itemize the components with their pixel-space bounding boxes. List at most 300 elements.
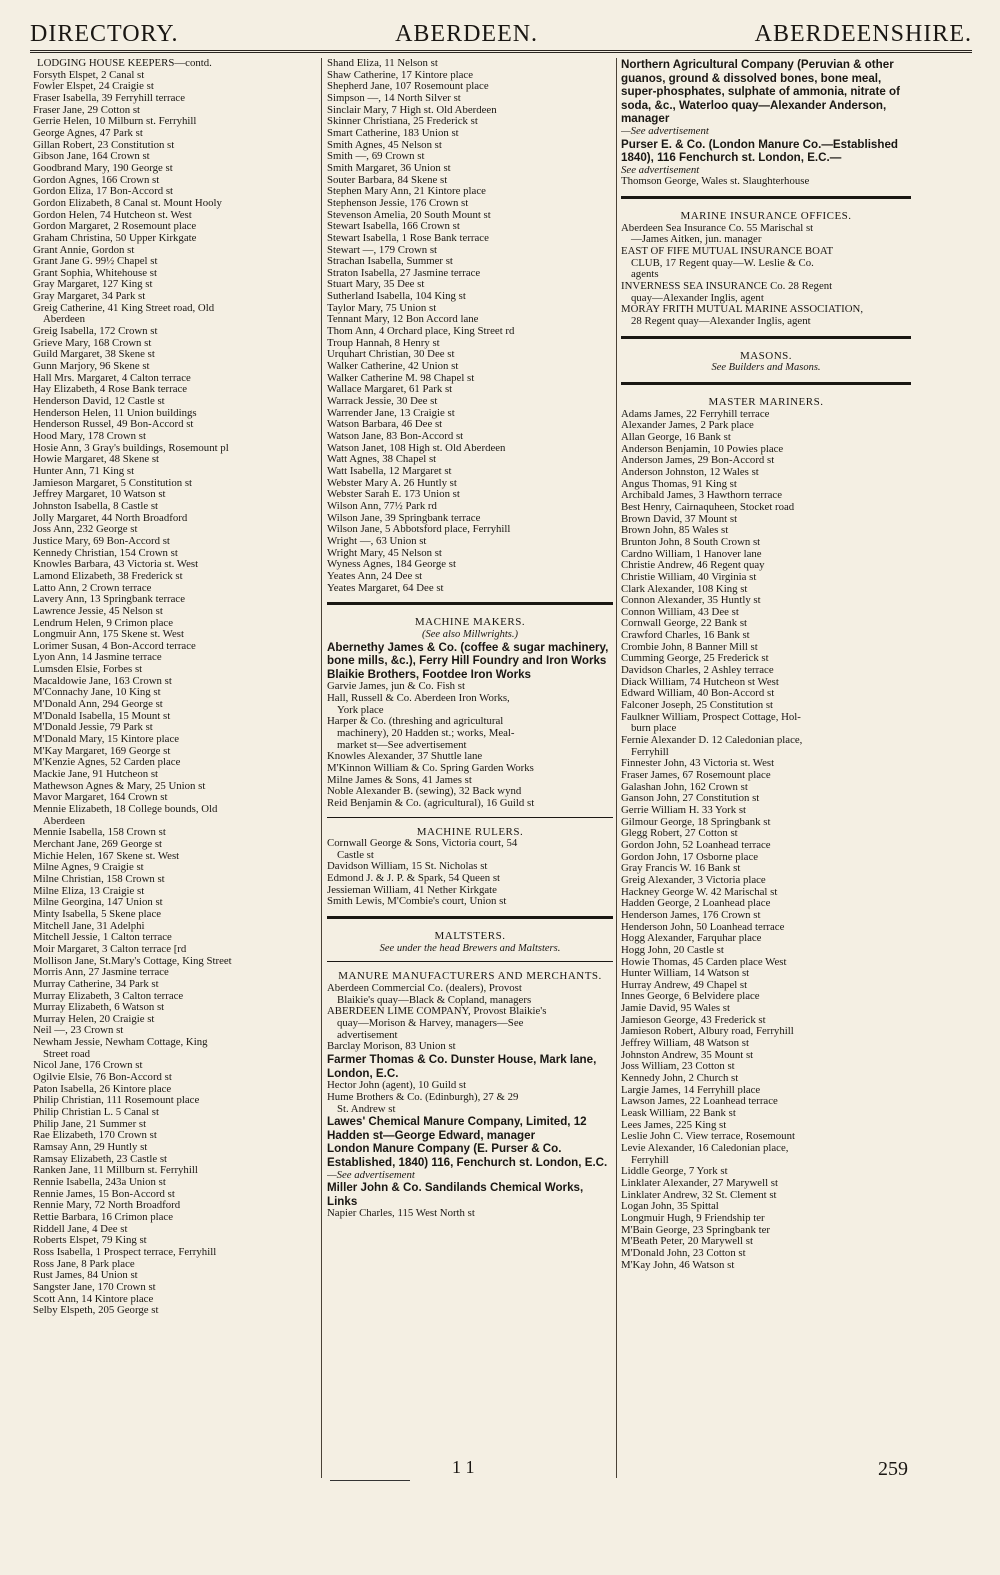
list-item: Wallace Margaret, 61 Park st (327, 384, 453, 396)
list-item: M'Kinnon William & Co. Spring Garden Works (327, 762, 534, 774)
list-item: CLUB, 17 Regent quay—W. Leslie & Co. (631, 257, 814, 269)
list-item: Johnston Isabella, 8 Castle st (33, 500, 159, 512)
list-item: Noble Alexander B. (sewing), 32 Back wynd (327, 786, 522, 798)
list-item: Brown David, 37 Mount st (621, 513, 738, 525)
list-item: Aberdeen Commercial Co. (dealers), Provost (327, 983, 522, 995)
list-item: Faulkner William, Prospect Cottage, Hol- (621, 711, 801, 723)
list-item: Shepherd Jane, 107 Rosemount place (327, 81, 489, 93)
list-item: Christie William, 40 Virginia st (621, 571, 757, 583)
list-item: Hogg Alexander, Farquhar place (621, 933, 762, 945)
entry-list (621, 223, 911, 328)
list-item: Milne Eliza, 13 Craigie st (33, 885, 145, 897)
list-item: Watt Agnes, 38 Chapel st (327, 454, 437, 466)
list-item: Fernie Alexander D. 12 Caledonian place, (621, 735, 803, 747)
list-item: Jamieson George, 43 Frederick st (621, 1014, 766, 1026)
list-item: Joss Ann, 232 George st (33, 524, 138, 536)
list-item: Henderson David, 12 Castle st (33, 396, 165, 408)
entry-list (327, 838, 613, 908)
list-item: Grieve Mary, 168 Crown st (33, 337, 152, 349)
list-item: Gordon Eliza, 17 Bon-Accord st (33, 186, 174, 198)
section-title: MACHINE RULERS. (416, 825, 524, 838)
list-item: Rae Elizabeth, 170 Crown st (33, 1130, 157, 1142)
list-item: Christie Andrew, 46 Regent quay (621, 560, 765, 572)
list-item: market st—See advertisement (337, 739, 467, 751)
list-item: Henderson Helen, 11 Union buildings (33, 407, 197, 419)
page-number: 259 (878, 1458, 908, 1480)
list-item: Paton Isabella, 26 Kintore place (33, 1083, 172, 1095)
list-item: Smart Catherine, 183 Union st (327, 127, 459, 139)
list-item: Gray Margaret, 34 Park st (33, 291, 146, 303)
list-item: Mitchell Jessie, 1 Calton terrace (33, 932, 172, 944)
list-item: Yeates Ann, 24 Dee st (327, 570, 423, 582)
list-item: Hall Mrs. Margaret, 4 Calton terrace (33, 372, 191, 384)
list-item: Longmuir Hugh, 9 Friendship ter (621, 1212, 765, 1224)
header-center: ABERDEEN. (395, 21, 539, 47)
list-item: Milne James & Sons, 41 James st (327, 774, 472, 786)
list-item: Hood Mary, 178 Crown st (33, 431, 146, 442)
list-item: Archibald James, 3 Hawthorn terrace (621, 490, 782, 502)
list-item: Logan John, 35 Spittal (621, 1201, 719, 1213)
list-item: Fraser James, 67 Rosemount place (621, 770, 771, 781)
list-item: Mollison Jane, St.Mary's Cottage, King Street (33, 955, 232, 967)
list-item: Michie Helen, 167 Skene st. West (33, 850, 180, 862)
list-item: MORAY FRITH MUTUAL MARINE ASSOCIATION, (621, 304, 864, 316)
list-item: York place (337, 704, 384, 716)
entry-list (621, 176, 911, 188)
list-item: Ross Isabella, 1 Prospect terrace, Ferryhill (33, 1246, 217, 1258)
list-item: Knowles Barbara, 43 Victoria st. West (33, 559, 199, 571)
list-item: Lawrence Jessie, 45 Nelson st (33, 605, 163, 617)
list-item: INVERNESS SEA INSURANCE Co. 28 Regent (621, 281, 833, 293)
list-item: Smith Margaret, 36 Union st (327, 162, 451, 174)
list-item: Gillan Robert, 23 Constitution st (33, 139, 175, 151)
list-item: Hume Brothers & Co. (Edinburgh), 27 & 29 (327, 1091, 519, 1103)
list-item: Justice Mary, 69 Bon-Accord st (33, 535, 170, 547)
list-item: M'Kenzie Agnes, 52 Carden place (33, 757, 181, 769)
list-item: Anderson Johnston, 12 Wales st (621, 466, 759, 478)
list-item: Linklater Alexander, 27 Marywell st (621, 1177, 778, 1189)
list-item: Gordon Agnes, 166 Crown st (33, 174, 160, 186)
list-item: Lavery Ann, 13 Springbank terrace (33, 594, 186, 606)
list-item: Howie Margaret, 48 Skene st (33, 454, 160, 466)
list-item: M'Donald Isabella, 15 Mount st (33, 710, 171, 722)
list-item: Knowles Alexander, 37 Shuttle lane (327, 751, 483, 763)
list-item: —James Aitken, jun. manager (631, 234, 762, 246)
list-item: Brown John, 85 Wales st (621, 525, 729, 537)
column-1 (33, 58, 318, 1488)
list-item: Grant Annie, Gordon st (33, 244, 135, 256)
list-item: Blaikie's quay—Black & Copland, managers (337, 994, 532, 1006)
list-item: Cornwall George & Sons, Victoria court, 54 (327, 838, 518, 850)
list-item: Kennedy Christian, 154 Crown st (33, 547, 178, 559)
list-item: Cumming George, 25 Frederick st (621, 653, 769, 665)
list-item: M'Bain George, 23 Springbank ter (621, 1224, 770, 1236)
list-item: Wright Mary, 45 Nelson st (327, 547, 442, 559)
list-item: Greig Catherine, 41 King Street road, Old (33, 302, 215, 314)
section-rule (327, 817, 613, 820)
list-item: Yeates Margaret, 64 Dee st (327, 582, 444, 594)
list-item: Brunton John, 8 South Crown st (621, 536, 761, 548)
bold-entry: Blaikie Brothers, Footdee Iron Works (327, 667, 532, 681)
list-item: Guild Margaret, 38 Skene st (33, 349, 155, 361)
list-item: Connon William, 43 Dee st (621, 606, 739, 618)
list-item: Gordon John, 17 Osborne place (621, 851, 759, 863)
list-item: Angus Thomas, 91 King st (621, 478, 737, 490)
list-item: Hall, Russell & Co. Aberdeen Iron Works, (327, 692, 510, 704)
list-item: Watt Isabella, 12 Margaret st (327, 465, 452, 477)
list-item: advertisement (337, 1029, 398, 1041)
list-item: Henderson John, 50 Loanhead terrace (621, 921, 785, 933)
list-item: Urquhart Christian, 30 Dee st (327, 349, 455, 361)
list-item: Warrack Jessie, 30 Dee st (327, 396, 438, 408)
folio-mark: 1 1 (452, 1457, 475, 1477)
list-item: Largie James, 14 Ferryhill place (621, 1084, 761, 1096)
entry-list (327, 1208, 613, 1220)
list-item: Edward William, 40 Bon-Accord st (621, 688, 775, 700)
list-item: Morris Ann, 27 Jasmine terrace (33, 967, 169, 979)
list-item: Gordon Margaret, 2 Rosemount place (33, 221, 197, 233)
list-item: Wilson Ann, 77½ Park rd (327, 500, 437, 512)
list-item: Rettie Barbara, 16 Crimon place (33, 1211, 174, 1223)
list-item: Murray Helen, 20 Craigie st (33, 1013, 155, 1025)
list-item: Hosie Ann, 3 Gray's buildings, Rosemount pl (33, 442, 229, 454)
list-item: Riddell Jane, 4 Dee st (33, 1223, 128, 1235)
bold-entry: Lawes' Chemical Manure Company, Limited, 12 Hadden st—George Edward, manager (327, 1115, 587, 1142)
list-item: Murray Elizabeth, 3 Calton terrace (33, 990, 184, 1002)
section-rule (327, 916, 613, 923)
list-item: Mitchell Jane, 31 Adelphi (33, 920, 145, 932)
list-item: Johnston Andrew, 35 Mount st (621, 1049, 754, 1061)
list-item: Moir Margaret, 3 Calton terrace [rd (33, 943, 187, 955)
entry-list (327, 983, 613, 1053)
list-item: Davidson Charles, 2 Ashley terrace (621, 665, 774, 677)
bold-entry: London Manure Company (E. Purser & Co. Established, 1840) 116, Fenchurch st. London, E.C. (327, 1142, 608, 1169)
list-item: Warrender Jane, 13 Craigie st (327, 407, 455, 419)
bold-entry: Farmer Thomas & Co. Dunster House, Mark lane, London, E.C. (327, 1053, 597, 1080)
list-item: Howie Thomas, 45 Carden place West (621, 956, 787, 968)
list-item: Kennedy John, 2 Church st (621, 1073, 739, 1085)
list-item: Philip Christian L. 5 Canal st (33, 1107, 159, 1119)
list-item: Grant Jane G. 99½ Chapel st (33, 256, 158, 268)
list-item: Rennie Isabella, 243a Union st (33, 1177, 166, 1188)
list-item: quay—Morison & Harvey, managers—See (337, 1018, 524, 1030)
list-item: machinery), 20 Hadden st.; works, Meal- (337, 727, 515, 739)
list-item: Troup Hannah, 8 Henry st (327, 337, 440, 349)
list-item: agents (631, 269, 659, 281)
list-item: St. Andrew st (337, 1103, 396, 1115)
list-item: M'Kay John, 46 Watson st (621, 1259, 735, 1271)
list-item: Hay Elizabeth, 4 Rose Bank terrace (33, 384, 188, 396)
list-item: Macaldowie Jane, 163 Crown st (33, 675, 172, 687)
list-item: Aberdeen Sea Insurance Co. 55 Marischal st (621, 222, 814, 234)
section-rule (621, 382, 911, 389)
list-item: Sutherland Isabella, 104 King st (327, 291, 466, 303)
list-item: Philip Christian, 111 Rosemount place (33, 1095, 200, 1107)
column-divider (616, 58, 617, 1478)
list-item: Smith Lewis, M'Combie's court, Union st (327, 896, 507, 908)
list-item: Gerrie Helen, 10 Milburn st. Ferryhill (33, 116, 197, 128)
list-item: Anderson James, 29 Bon-Accord st (621, 455, 775, 467)
list-item: Murray Elizabeth, 6 Watson st (33, 1002, 165, 1014)
entry-list (621, 409, 911, 1272)
list-item: Selby Elspeth, 205 George st (33, 1305, 159, 1317)
see-advertisement: —See advertisement (327, 1169, 415, 1181)
list-item: Thom Ann, 4 Orchard place, King Street rd (327, 326, 515, 338)
list-item: Adams James, 22 Ferryhill terrace (621, 408, 770, 420)
list-item: M'Donald Mary, 15 Kintore place (33, 734, 180, 746)
list-item: Reid Benjamin & Co. (agricultural), 16 Guild st (327, 797, 535, 809)
list-item: Jamieson Margaret, 5 Constitution st (33, 477, 193, 489)
entry-list (327, 681, 613, 809)
section-title: MALTSTERS. (434, 930, 506, 943)
list-item: Sinclair Mary, 7 High st. Old Aberdeen (327, 104, 497, 116)
section-rule (327, 961, 613, 964)
list-item: Lendrum Helen, 9 Crimon place (33, 617, 174, 629)
list-item: Jeffrey Margaret, 10 Watson st (33, 489, 166, 501)
list-item: Smith Agnes, 45 Nelson st (327, 139, 442, 151)
list-item: Jamieson Robert, Albury road, Ferryhill (621, 1026, 794, 1038)
list-item: Gibson Jane, 164 Crown st (33, 151, 150, 163)
list-item: Tennant Mary, 12 Bon Accord lane (327, 314, 479, 326)
list-item: Stewart —, 179 Crown st (327, 244, 438, 256)
list-item: M'Donald John, 23 Cotton st (621, 1247, 746, 1259)
see-advertisement: —See advertisement (621, 125, 709, 137)
list-item: Stewart Isabella, 166 Crown st (327, 221, 460, 233)
bold-entry: Northern Agricultural Company (Peruvian & other guanos, ground & dissolved bones, bone meal, super-phosphates, sulphate of ammonia, nitrate of soda, &c., Waterloo quay—Alexander Anderson, manager (621, 58, 900, 126)
list-item: Merchant Jane, 269 George st (33, 838, 163, 850)
list-item: Watson Barbara, 46 Dee st (327, 419, 443, 431)
list-item: Anderson Benjamin, 10 Powies place (621, 443, 784, 455)
list-item: Ogilvie Elsie, 76 Bon-Accord st (33, 1072, 172, 1084)
list-item: Hector John (agent), 10 Guild st (327, 1080, 467, 1092)
list-item: Ranken Jane, 11 Millburn st. Ferryhill (33, 1165, 198, 1177)
list-item: Nicol Jane, 176 Crown st (33, 1060, 143, 1072)
list-item: Mathewson Agnes & Mary, 25 Union st (33, 780, 206, 792)
list-item: Webster Sarah E. 173 Union st (327, 489, 460, 501)
list-item: Lawson James, 22 Loanhead terrace (621, 1096, 778, 1108)
list-item: Scott Ann, 14 Kintore place (33, 1293, 154, 1305)
list-item: Mavor Margaret, 164 Crown st (33, 792, 168, 804)
list-item: Leask William, 22 Bank st (621, 1108, 736, 1120)
list-item: Aberdeen (43, 815, 85, 827)
list-item: Ramsay Elizabeth, 23 Castle st (33, 1153, 168, 1165)
list-item: Innes George, 6 Belvidere place (621, 991, 760, 1003)
list-item: Stevenson Amelia, 20 South Mount st (327, 209, 491, 221)
list-item: Napier Charles, 115 West North st (327, 1208, 475, 1220)
list-item: Ramsay Ann, 29 Huntly st (33, 1142, 148, 1154)
list-item: Rust James, 84 Union st (33, 1270, 138, 1282)
list-item: Davidson William, 15 St. Nicholas st (327, 861, 488, 873)
list-item: Minty Isabella, 5 Skene place (33, 908, 162, 920)
list-item: Mackie Jane, 91 Hutcheon st (33, 769, 159, 781)
list-item: Latto Ann, 2 Crown terrace (33, 582, 152, 594)
list-item: Greig Isabella, 172 Crown st (33, 326, 158, 338)
list-item: Grant Sophia, Whitehouse st (33, 267, 157, 279)
list-item: Harper & Co. (threshing and agricultural (327, 716, 504, 728)
list-item: Wyness Agnes, 184 George st (327, 559, 456, 571)
list-item: Lamond Elizabeth, 38 Frederick st (33, 570, 183, 582)
list-item: Cardno William, 1 Hanover lane (621, 548, 762, 560)
list-item: Stuart Mary, 35 Dee st (327, 279, 425, 291)
list-item: Falconer Joseph, 25 Constitution st (621, 700, 774, 712)
section-title: LODGING HOUSE KEEPERS—contd. (37, 58, 212, 69)
list-item: Shand Eliza, 11 Nelson st (327, 58, 438, 69)
list-item: Gilmour George, 18 Springbank st (621, 816, 771, 828)
list-item: Hogg John, 20 Castle st (621, 944, 724, 956)
list-item: Thomson George, Wales st. Slaughterhouse (621, 176, 810, 188)
list-item: Graham Christina, 50 Upper Kirkgate (33, 232, 197, 244)
list-item: Gray Francis W. 16 Bank st (621, 863, 741, 875)
list-item: Lyon Ann, 14 Jasmine terrace (33, 652, 162, 664)
see-advertisement: See advertisement (621, 164, 700, 176)
list-item: Liddle George, 7 York st (621, 1166, 728, 1178)
list-item: M'Connachy Jane, 10 King st (33, 687, 161, 699)
list-item: Hackney George W. 42 Marischal st (621, 886, 778, 898)
list-item: Walker Catherine, 42 Union st (327, 361, 459, 373)
bold-entry: Miller John & Co. Sandilands Chemical Works, Links (327, 1181, 584, 1208)
list-item: Jamie David, 95 Wales st (621, 1003, 730, 1015)
list-item: Fraser Isabella, 39 Ferryhill terrace (33, 92, 185, 104)
list-item: Edmond J. & J. P. & Spark, 54 Queen st (327, 873, 501, 885)
list-item: Allan George, 16 Bank st (621, 431, 731, 443)
column-3 (621, 58, 911, 1488)
list-item: Joss William, 23 Cotton st (621, 1061, 735, 1073)
section-title: MASONS. (739, 349, 793, 362)
list-item: Lorimer Susan, 4 Bon-Accord terrace (33, 640, 196, 652)
list-item: Gerrie William H. 33 York st (621, 804, 747, 816)
list-item: Stephen Mary Ann, 21 Kintore place (327, 186, 486, 198)
list-item: Hurray Andrew, 49 Chapel st (621, 979, 748, 991)
list-item: Levie Alexander, 16 Caledonian place, (621, 1143, 789, 1154)
column-2 (327, 58, 613, 1488)
list-item: Hunter Ann, 71 King st (33, 465, 135, 477)
list-item: Gordon Elizabeth, 8 Canal st. Mount Hooly (33, 197, 222, 209)
list-item: Hadden George, 2 Loanhead place (621, 898, 771, 910)
list-item: Finnester John, 43 Victoria st. West (621, 758, 775, 770)
list-item: Jessieman William, 41 Nether Kirkgate (327, 884, 497, 896)
list-item: Henderson Russel, 49 Bon-Accord st (33, 419, 194, 431)
list-item: Linklater Andrew, 32 St. Clement st (621, 1189, 777, 1201)
header-rule (30, 50, 972, 53)
section-title: MARINE INSURANCE OFFICES. (680, 210, 852, 223)
list-item: Wilson Jane, 39 Springbank terrace (327, 512, 481, 524)
list-item: Fowler Elspet, 24 Craigie st (33, 81, 154, 93)
list-item: Gunn Marjory, 96 Skene st (33, 361, 150, 373)
list-item: Forsyth Elspet, 2 Canal st (33, 69, 145, 81)
running-header (30, 14, 972, 48)
see-also: See under the head Brewers and Maltsters. (379, 942, 561, 954)
list-item: Sangster Jane, 170 Crown st (33, 1281, 156, 1293)
list-item: Taylor Mary, 75 Union st (327, 302, 437, 314)
list-item: M'Donald Jessie, 79 Park st (33, 722, 153, 734)
list-item: Straton Isabella, 27 Jasmine terrace (327, 267, 481, 279)
list-item: Henderson James, 176 Crown st (621, 909, 761, 921)
list-item: George Agnes, 47 Park st (33, 127, 143, 139)
list-item: Rennie James, 15 Bon-Accord st (33, 1188, 175, 1200)
list-item: Barclay Morison, 83 Union st (327, 1041, 456, 1053)
list-item: Clark Alexander, 108 King st (621, 583, 748, 595)
list-item: Cornwall George, 22 Bank st (621, 618, 748, 630)
list-item: Garvie James, jun & Co. Fish st (327, 681, 465, 693)
list-item: Ferryhill (631, 1154, 669, 1166)
list-item: Crawford Charles, 16 Bank st (621, 630, 750, 642)
list-item: Neil —, 23 Crown st (33, 1025, 124, 1037)
list-item: ABERDEEN LIME COMPANY, Provost Blaikie's (327, 1006, 547, 1018)
section-rule (621, 196, 911, 203)
list-item: Simpson —, 14 North Silver st (327, 92, 461, 104)
section-rule (327, 602, 613, 609)
bold-entry: Purser E. & Co. (London Manure Co.—Established 1840), 116 Fenchurch st. London, E.C.— (621, 137, 898, 165)
section-title: MANURE MANUFACTURERS AND MERCHANTS. (338, 970, 602, 983)
entry-list (327, 1080, 613, 1115)
list-item: Greig Alexander, 3 Victoria place (621, 874, 766, 886)
header-left: DIRECTORY. (30, 21, 179, 47)
list-item: Murray Catherine, 34 Park st (33, 978, 159, 990)
list-item: quay—Alexander Inglis, agent (631, 292, 764, 304)
list-item: 28 Regent quay—Alexander Inglis, agent (631, 316, 811, 328)
entry-list (327, 58, 613, 594)
list-item: Connon Alexander, 35 Huntly st (621, 595, 761, 607)
list-item: Smith —, 69 Crown st (327, 151, 425, 163)
list-item: Shaw Catherine, 17 Kintore place (327, 69, 474, 81)
list-item: Milne Christian, 158 Crown st (33, 873, 165, 885)
list-item: Stephenson Jessie, 176 Crown st (327, 197, 469, 209)
list-item: Ferryhill (631, 746, 669, 758)
list-item: Roberts Elspet, 79 King st (33, 1235, 147, 1247)
section-rule (621, 336, 911, 343)
footer-rule (330, 1480, 410, 1481)
list-item: Skinner Christiana, 25 Frederick st (327, 116, 478, 128)
list-item: Milne Georgina, 147 Union st (33, 897, 163, 909)
list-item: Gray Margaret, 127 King st (33, 279, 153, 291)
list-item: Walker Catherine M. 98 Chapel st (327, 372, 475, 384)
list-item: M'Donald Ann, 294 George st (33, 699, 163, 711)
entry-list (33, 70, 318, 1317)
see-also: See Builders and Masons. (711, 362, 821, 374)
list-item: Castle st (337, 849, 374, 861)
list-item: Hunter William, 14 Watson st (621, 968, 750, 980)
header-right: ABERDEENSHIRE. (754, 21, 972, 47)
list-item: EAST OF FIFE MUTUAL INSURANCE BOAT (621, 246, 834, 258)
list-item: Longmuir Ann, 175 Skene st. West (33, 629, 184, 641)
list-item: Watson Jane, 83 Bon-Accord st (327, 431, 464, 442)
list-item: Leslie John C. View terrace, Rosemount (621, 1131, 795, 1143)
list-item: Gordon Helen, 74 Hutcheon st. West (33, 209, 192, 221)
list-item: Crombie John, 8 Banner Mill st (621, 641, 758, 653)
bold-entry: Abernethy James & Co. (coffee & sugar machinery, bone mills, &c.), Ferry Hill Foundry and Iron Works (327, 640, 609, 668)
list-item: Jeffrey William, 48 Watson st (621, 1038, 749, 1050)
list-item: Mennie Elizabeth, 18 College bounds, Old (33, 804, 218, 815)
list-item: Ross Jane, 8 Park place (33, 1258, 135, 1270)
list-item: Wilson Jane, 5 Abbotsford place, Ferryhill (327, 524, 511, 536)
list-item: Diack William, 74 Hutcheon st West (621, 676, 779, 688)
list-item: Ganson John, 27 Constitution st (621, 793, 760, 805)
list-item: Jolly Margaret, 44 North Broadford (33, 512, 188, 524)
list-item: Newham Jessie, Newham Cottage, King (33, 1037, 208, 1049)
list-item: Milne Agnes, 9 Craigie st (33, 862, 144, 874)
list-item: Street road (43, 1048, 91, 1060)
list-item: Glegg Robert, 27 Cotton st (621, 828, 738, 840)
list-item: Alexander James, 2 Park place (621, 420, 754, 432)
list-item: Webster Mary A. 26 Huntly st (327, 477, 457, 489)
list-item: M'Beath Peter, 20 Marywell st (621, 1236, 753, 1248)
list-item: Galashan John, 162 Crown st (621, 781, 748, 793)
section-title: MASTER MARINERS. (708, 396, 824, 408)
list-item: Mennie Isabella, 158 Crown st (33, 827, 166, 839)
column-divider (321, 58, 322, 1478)
section-title: MACHINE MAKERS. (414, 616, 526, 629)
list-item: Rennie Mary, 72 North Broadford (33, 1200, 181, 1212)
